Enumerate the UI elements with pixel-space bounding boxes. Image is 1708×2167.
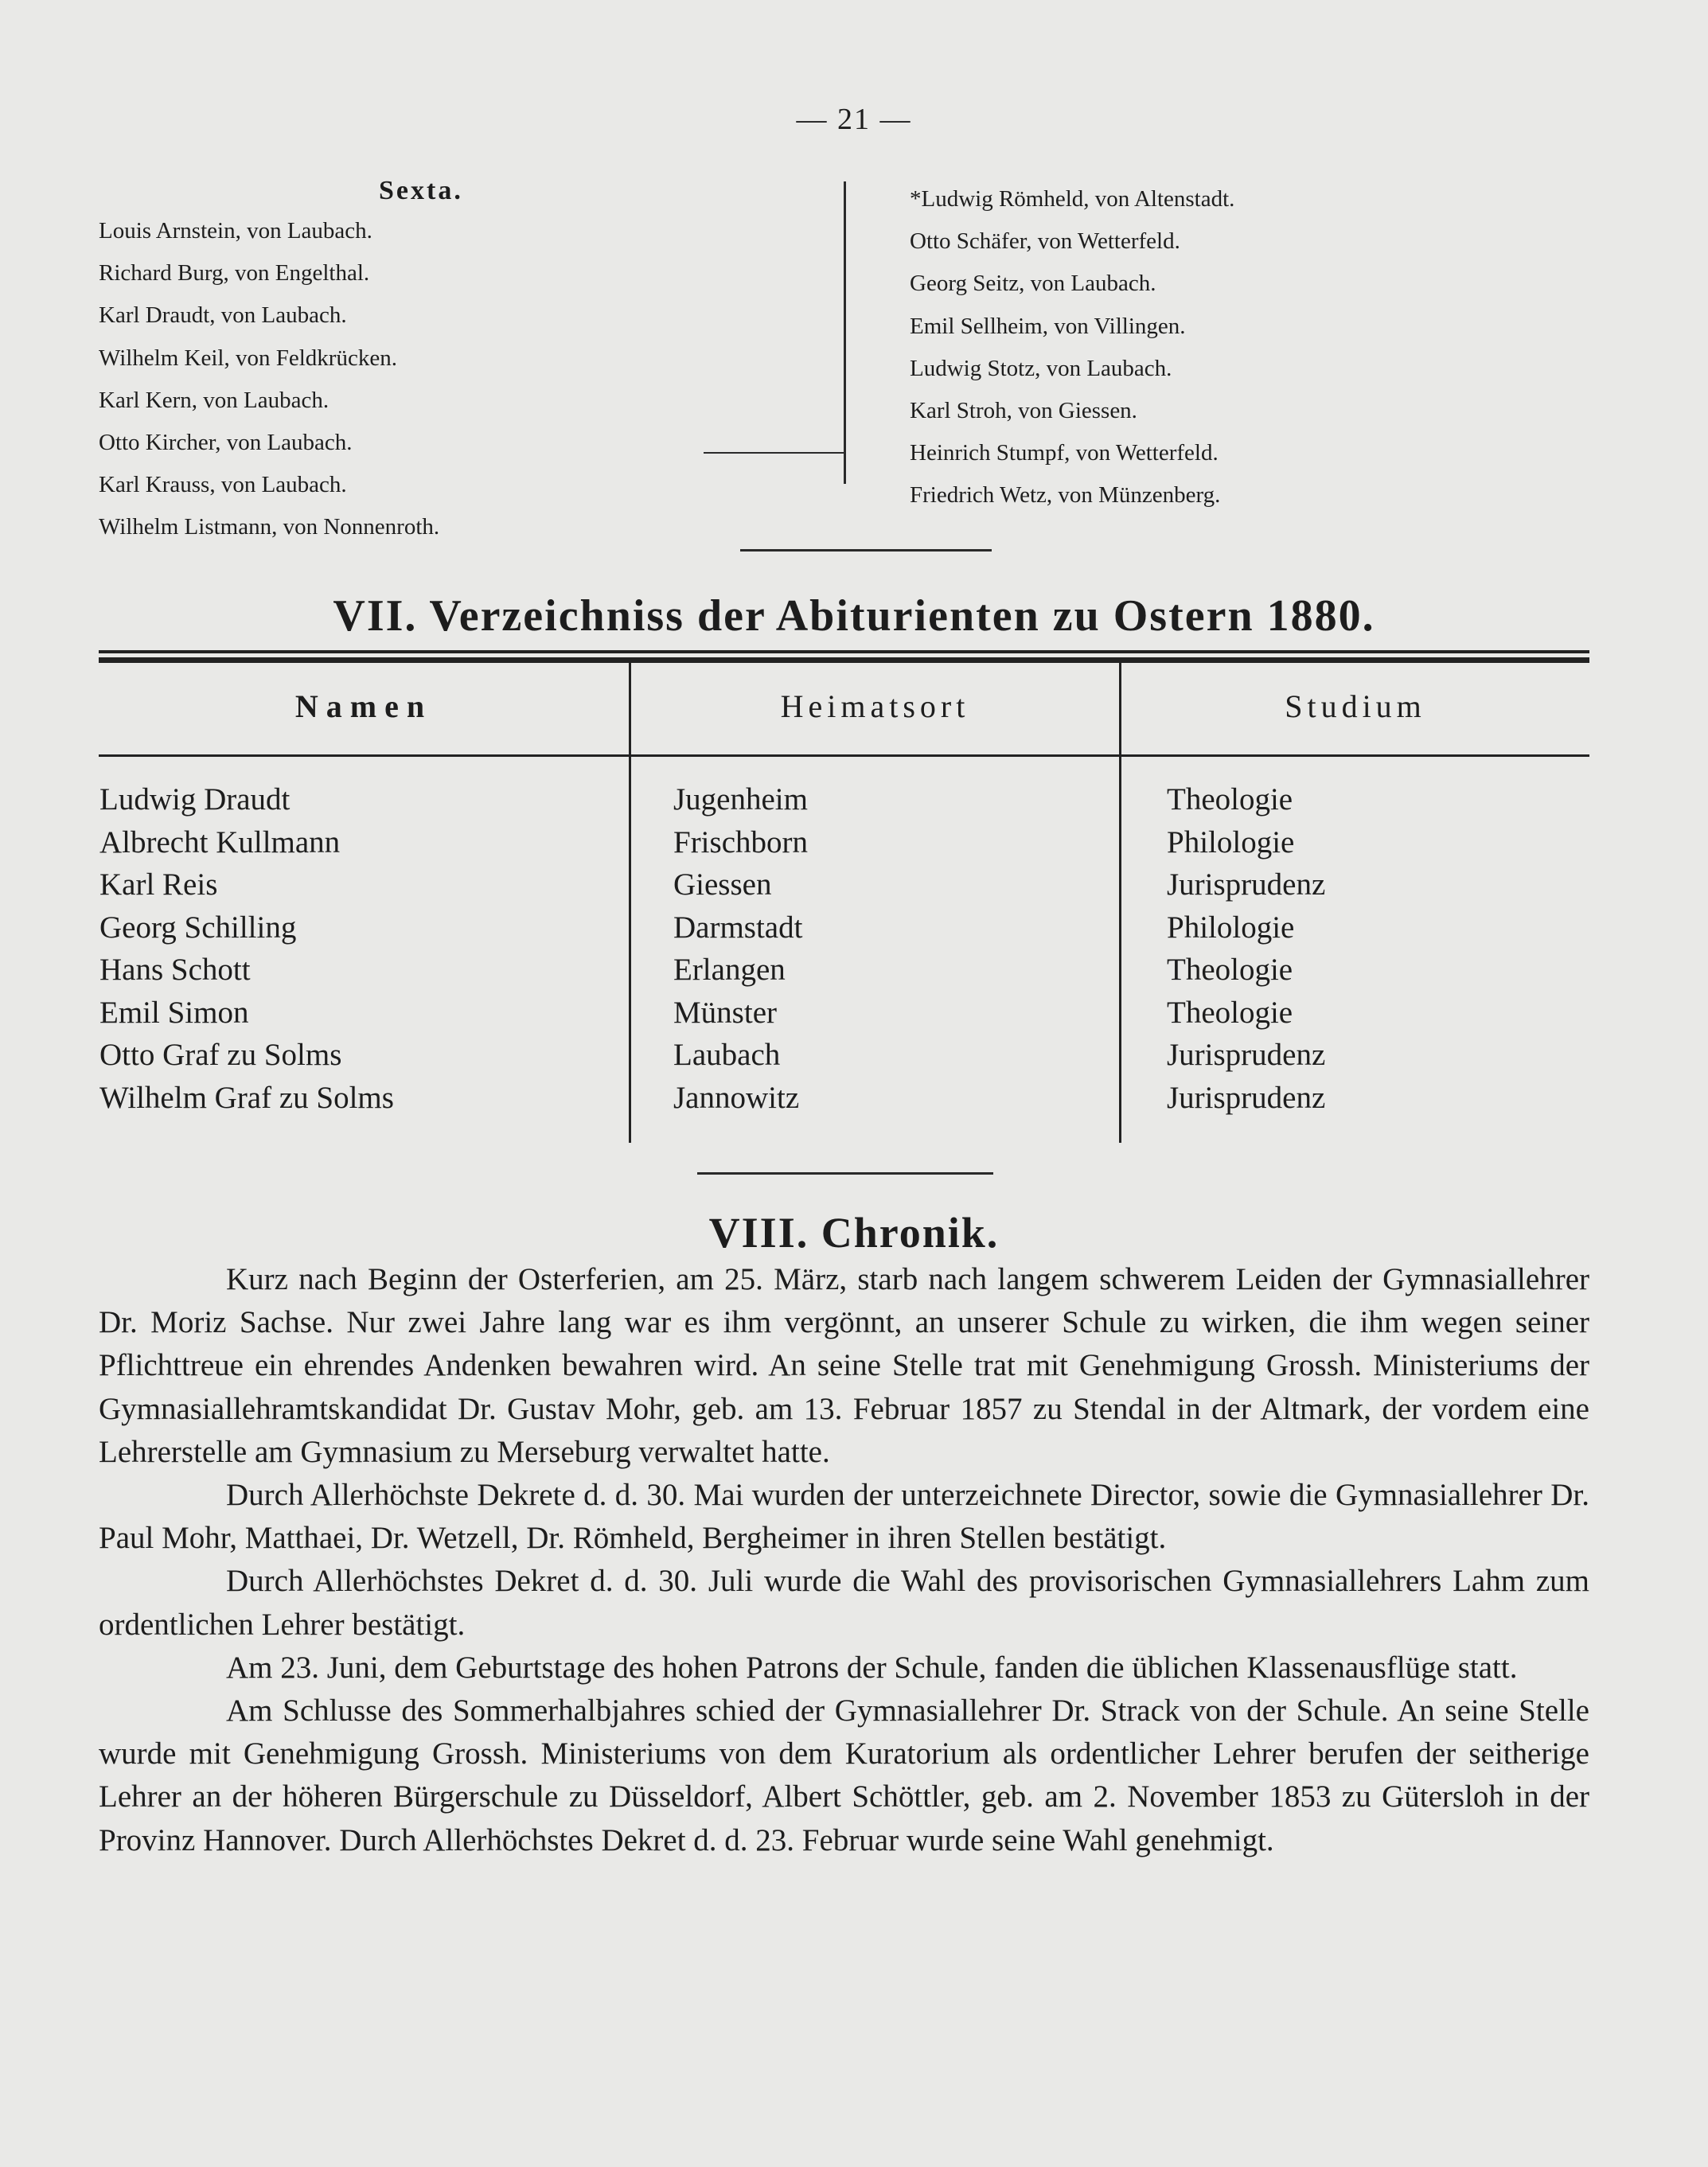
table-cell: Jurisprudenz xyxy=(1167,1038,1326,1072)
table-cell: Georg Schilling xyxy=(99,910,297,945)
names-column xyxy=(99,778,394,1119)
table-cell: Philologie xyxy=(1167,824,1295,859)
list-item: Otto Schäfer, von Wetterfeld. xyxy=(910,228,1180,255)
table-cell: Jurisprudenz xyxy=(1167,867,1326,902)
studies-column xyxy=(1167,778,1325,1119)
list-item: Karl Stroh, von Giessen. xyxy=(910,398,1137,424)
list-item: Karl Krauss, von Laubach. xyxy=(99,472,347,498)
table-cell: Giessen xyxy=(673,867,772,902)
column-header-namen: Namen xyxy=(294,688,433,724)
table-cell: Frischborn xyxy=(673,824,808,859)
table-cell: Jurisprudenz xyxy=(1167,1080,1326,1115)
table-cell: Theologie xyxy=(1167,953,1293,987)
list-item: Louis Arnstein, von Laubach. xyxy=(99,218,372,244)
table-cell: Erlangen xyxy=(673,953,786,987)
paragraph: Durch Allerhöchstes Dekret d. d. 30. Juli wurde die Wahl des provisorischen Gymnasiallehrers Lahm zum ordentlichen Lehrer bestätigt. xyxy=(99,1564,1589,1642)
paragraph: Am Schlusse des Sommerhalbjahres schied der Gymnasiallehrer Dr. Strack von der Schule. An seine Stelle wurde mit Genehmigung Grossh. Ministeriums von dem Kuratorium als ordentlicher Lehrer berufen der seitherige Lehrer an der höheren Bürgerschule zu Düsseldorf, Albert Schöttler, geb. am 2. November 1853 zu Gütersloh in der Provinz Hannover. Durch Allerhöchstes Dekret d. d. 23. Februar wurde seine Wahl genehmigt. xyxy=(99,1693,1589,1857)
column-header-heimatsort: Heimatsort xyxy=(780,688,970,724)
table-cell: Laubach xyxy=(673,1038,781,1072)
paragraph: Kurz nach Beginn der Osterferien, am 25. März, starb nach langem schwerem Leiden der Gymnasiallehrer Dr. Moriz Sachse. Nur zwei Jahre lang war es ihm vergönnt, an unserer Schule zu wirken, die ihm wegen seiner Pflichttreue ein ehrendes Andenken bewahren wird. An seine Stelle trat mit Genehmigung Grossh. Ministeriums der Gymnasiallehramtskandidat Dr. Gustav Mohr, geb. am 13. Februar 1857 zu Stendal in der Altmark, der vordem eine Lehrerstelle am Gymnasium zu Merseburg verwaltet hatte. xyxy=(99,1262,1589,1469)
table-cell: Theologie xyxy=(1167,995,1293,1030)
divider xyxy=(740,549,992,551)
list-item: Karl Kern, von Laubach. xyxy=(99,387,330,413)
table-cell: Theologie xyxy=(1167,782,1293,817)
paragraph: Am 23. Juni, dem Geburtstage des hohen Patrons der Schule, fanden die üblichen Klassenausflüge statt. xyxy=(226,1650,1518,1685)
list-item: Georg Seitz, von Laubach. xyxy=(910,271,1156,297)
sexta-left-column xyxy=(99,177,815,549)
table-cell: Darmstadt xyxy=(673,910,803,945)
table-cell: Albrecht Kullmann xyxy=(99,824,341,859)
column-header-studium: Studium xyxy=(1285,688,1426,724)
list-item: *Ludwig Römheld, von Altenstadt. xyxy=(910,186,1235,212)
table-cell: Jannowitz xyxy=(673,1080,800,1115)
list-item: Karl Draudt, von Laubach. xyxy=(99,302,347,329)
table-cell: Otto Graf zu Solms xyxy=(99,1038,342,1072)
table-cell: Emil Simon xyxy=(99,995,249,1030)
page-number: — 21 — xyxy=(796,103,912,136)
table-cell: Philologie xyxy=(1167,910,1295,945)
list-item: Wilhelm Listmann, von Nonnenroth. xyxy=(99,514,440,540)
paragraph: Durch Allerhöchste Dekrete d. d. 30. Mai wurden der unterzeichnete Director, sowie die Gymnasiallehrer Dr. Paul Mohr, Matthaei, Dr. Wetzell, Dr. Römheld, Bergheimer in ihren Stellen bestätigt. xyxy=(99,1478,1589,1556)
table-cell: Jugenheim xyxy=(673,782,808,817)
table-cell: Karl Reis xyxy=(99,867,218,902)
list-item: Heinrich Stumpf, von Wetterfeld. xyxy=(910,440,1219,466)
list-item: Emil Sellheim, von Villingen. xyxy=(910,313,1186,339)
list-item: Richard Burg, von Engelthal. xyxy=(99,260,370,286)
chronik-text xyxy=(99,1258,1589,1862)
column-divider xyxy=(844,181,846,484)
sexta-title: Sexta. xyxy=(379,176,463,205)
table-cell: Münster xyxy=(673,995,777,1030)
table-cell: Wilhelm Graf zu Solms xyxy=(99,1080,394,1115)
divider xyxy=(704,452,844,454)
list-item: Friedrich Wetz, von Münzenberg. xyxy=(910,482,1221,509)
sexta-right-column xyxy=(910,178,1626,517)
section-vii-heading: VII. Verzeichniss der Abiturienten zu Ostern 1880. xyxy=(333,591,1375,641)
list-item: Otto Kircher, von Laubach. xyxy=(99,430,353,456)
list-item: Wilhelm Keil, von Feldkrücken. xyxy=(99,345,397,371)
places-column xyxy=(673,778,808,1119)
table-cell: Ludwig Draudt xyxy=(99,782,291,817)
table-cell: Hans Schott xyxy=(99,953,251,987)
section-viii-heading: VIII. Chronik. xyxy=(708,1209,1000,1257)
divider xyxy=(697,1172,993,1175)
list-item: Ludwig Stotz, von Laubach. xyxy=(910,355,1172,381)
